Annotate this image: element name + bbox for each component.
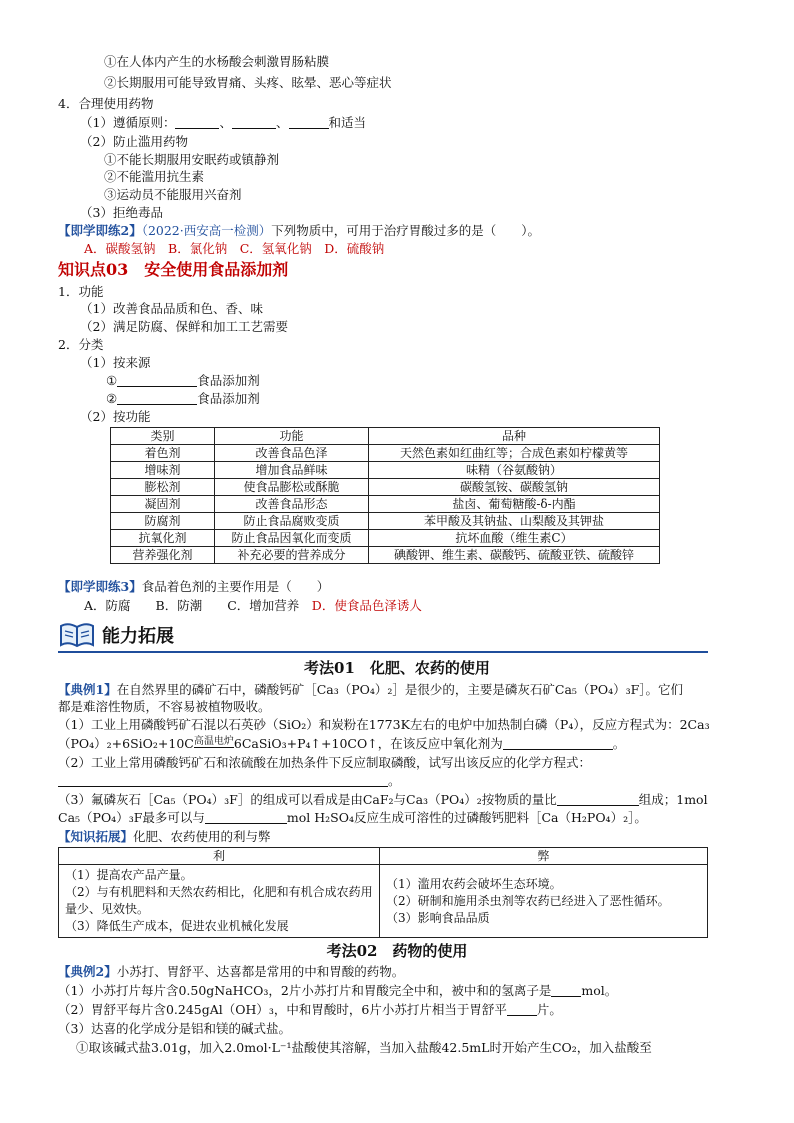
m1-eq-left: （PO₄）₂+6SiO₂+10C bbox=[58, 736, 194, 751]
m2-q1: （1）小苏打片每片含0.50gNaHCO₃，2片小苏打片和胃酸完全中和，被中和的氢离子是 bbox=[58, 983, 552, 998]
separator: 、 bbox=[275, 115, 289, 130]
pro-item: （3）降低生产成本，促进农业机械化发展 bbox=[65, 919, 289, 933]
cons-cell bbox=[380, 865, 708, 938]
m2-q2: （2）胃舒平每片含0.245gAl（OH）₃，中和胃酸时，6片小苏打片相当于胃舒平 bbox=[58, 1002, 507, 1017]
table-header-row bbox=[111, 428, 660, 445]
table-header-row bbox=[59, 848, 708, 865]
table-cell: 增味剂 bbox=[111, 462, 215, 479]
kp3-source-2 bbox=[106, 390, 260, 407]
table-cell: 膨松剂 bbox=[111, 479, 215, 496]
table-cell: 防止食品因氧化而变质 bbox=[215, 530, 369, 547]
m1-tag: 【典例1】 bbox=[58, 682, 117, 697]
m2-q1-unit: mol。 bbox=[581, 983, 618, 998]
method-1-title: 考法01 化肥、农药的使用 bbox=[304, 659, 490, 677]
blank[interactable] bbox=[232, 116, 276, 129]
section-4-title: 4．合理使用药物 bbox=[58, 96, 154, 111]
kp3-function-a: （1）改善食品品质和色、香、味 bbox=[80, 301, 263, 316]
principle-label: （1）遵循原则： bbox=[80, 115, 176, 130]
kp3-by-source: （1）按来源 bbox=[80, 355, 151, 370]
table-cell: 苯甲酸及其钠盐、山梨酸及其钾盐 bbox=[369, 513, 660, 530]
blank[interactable] bbox=[117, 374, 197, 387]
blank[interactable] bbox=[551, 984, 581, 997]
m1-text-1: 在自然界里的磷矿石中，磷酸钙矿［Ca₃（PO₄）₂］是很少的，主要是磷灰石矿Ca₅（PO₄）₃F］。它们 bbox=[116, 682, 684, 697]
principle-line bbox=[80, 114, 366, 131]
table-cell: 抗坏血酸（维生素C） bbox=[369, 530, 660, 547]
table-cell: 改善食品形态 bbox=[215, 496, 369, 513]
m2-line-3 bbox=[58, 1001, 562, 1018]
practice-2-question bbox=[58, 222, 540, 239]
table-cell: 防止食品腐败变质 bbox=[215, 513, 369, 530]
table-cell: 着色剂 bbox=[111, 445, 215, 462]
con-item: （2）研制和施用杀虫剂等农药已经进入了恶性循环。 bbox=[386, 893, 670, 908]
practice-2-text: 下列物质中，可用于治疗胃酸过多的是（ ）。 bbox=[271, 223, 541, 238]
banner-title: 能力拓展 bbox=[102, 626, 174, 647]
practice-2-source: （2022·西安高一检测） bbox=[141, 223, 272, 238]
con-item: （3）影响食品品质 bbox=[386, 910, 490, 925]
table-row bbox=[111, 547, 660, 564]
table-cell: 使食品膨松或酥脆 bbox=[215, 479, 369, 496]
table-cell: 凝固剂 bbox=[111, 496, 215, 513]
practice-3-option-d: D．使食品色泽诱人 bbox=[311, 598, 422, 613]
cons-header: 弊 bbox=[380, 848, 708, 865]
practice-3-question bbox=[58, 578, 329, 595]
con-item: （1）滥用农药会破坏生态环境。 bbox=[386, 876, 562, 891]
blank[interactable] bbox=[503, 737, 613, 750]
table-cell: 抗氧化剂 bbox=[111, 530, 215, 547]
table-header: 品种 bbox=[369, 428, 660, 445]
blank[interactable] bbox=[58, 774, 388, 787]
prevent-b: ②不能滥用抗生素 bbox=[104, 169, 205, 184]
m1-line-2: 都是难溶性物质，不容易被植物吸收。 bbox=[58, 699, 271, 714]
m1-line-3: （1）工业上用磷酸钙矿石混以石英砂（SiO₂）和炭粉在1773K左右的电炉中加热制白磷（P₄），反应方程式为：2Ca₃ bbox=[58, 717, 710, 732]
table-cell: 碳酸氢铵、碳酸氢钠 bbox=[369, 479, 660, 496]
table-cell: 天然色素如红曲红等；合成色素如柠檬黄等 bbox=[369, 445, 660, 462]
m2-text-1: 小苏打、胃舒平、达喜都是常用的中和胃酸的药物。 bbox=[116, 964, 405, 979]
m1-q3-text: （3）氟磷灰石［Ca₅（PO₄）₃F］的组成可以看成是由CaF₂与Ca₃（PO₄）₂按物质的量比 bbox=[58, 792, 557, 807]
prevent-a: ①不能长期服用安眠药或镇静剂 bbox=[104, 152, 280, 167]
refuse-drugs: （3）拒绝毒品 bbox=[80, 205, 163, 220]
m1-line-5: （2）工业上常用磷酸钙矿石和浓硫酸在加热条件下反应制取磷酸，试写出该反应的化学方程式： bbox=[58, 755, 591, 770]
knowledge-ext-title: 化肥、农药使用的利与弊 bbox=[133, 829, 271, 844]
table-row bbox=[111, 479, 660, 496]
kp3-by-function: （2）按功能 bbox=[80, 409, 151, 424]
blank[interactable] bbox=[205, 811, 287, 824]
kp3-source-1 bbox=[106, 372, 260, 389]
m1-q3-text-d: mol H₂SO₄反应生成可溶性的过磷酸钙肥料［Ca（H₂PO₄）₂］。 bbox=[286, 810, 647, 825]
table-cell: 盐卤、葡萄糖酸-δ-内酯 bbox=[369, 496, 660, 513]
m1-q3-text-b: 组成；1mol bbox=[638, 792, 708, 807]
blank[interactable] bbox=[289, 116, 329, 129]
knowledge-ext bbox=[58, 828, 271, 845]
m2-line-1 bbox=[58, 963, 404, 980]
prevent-c: ③运动员不能服用兴奋剂 bbox=[104, 187, 242, 202]
m1-line-6: 。 bbox=[58, 772, 401, 789]
m2-q2-unit: 片。 bbox=[536, 1002, 562, 1017]
blank[interactable] bbox=[175, 116, 219, 129]
kp3-classify: 2．分类 bbox=[58, 337, 104, 352]
m1-line-4: （PO₄）₂+6SiO₂+10C高温电炉6CaSiO₃+P₄↑+10CO↑，在该反应中氧化剂为 。 bbox=[58, 736, 626, 751]
table-row bbox=[111, 513, 660, 530]
kp3-title: 知识点03 安全使用食品添加剂 bbox=[58, 260, 289, 279]
method-2-title: 考法02 药物的使用 bbox=[326, 942, 468, 960]
effect-line-2: ②长期服用可能导致胃痛、头疼、眩晕、恶心等症状 bbox=[104, 75, 392, 90]
knowledge-ext-tag: 【知识拓展】 bbox=[58, 829, 134, 844]
m1-line-7 bbox=[58, 791, 708, 808]
m2-line-2 bbox=[58, 982, 617, 999]
table-row bbox=[111, 462, 660, 479]
source-2-label: ② bbox=[106, 391, 118, 406]
m2-line-4: （3）达喜的化学成分是铝和镁的碱式盐。 bbox=[58, 1021, 291, 1036]
table-row bbox=[111, 445, 660, 462]
kp3-function: 1．功能 bbox=[58, 284, 104, 299]
practice-3-options bbox=[84, 597, 422, 614]
table-cell: 味精（谷氨酸钠） bbox=[369, 462, 660, 479]
source-2-suffix: 食品添加剂 bbox=[197, 391, 260, 406]
blank[interactable] bbox=[507, 1003, 537, 1016]
table-cell: 补充必要的营养成分 bbox=[215, 547, 369, 564]
prevent-abuse: （2）防止滥用药物 bbox=[80, 134, 188, 149]
blank[interactable] bbox=[557, 793, 639, 806]
table-row bbox=[59, 865, 708, 938]
m1-line-8 bbox=[58, 809, 647, 826]
source-1-label: ① bbox=[106, 373, 118, 388]
table-cell: 改善食品色泽 bbox=[215, 445, 369, 462]
pros-cons-table bbox=[58, 847, 708, 938]
practice-3-options-abc: A．防腐 B．防潮 C．增加营养 bbox=[84, 598, 300, 613]
m2-line-5: ①取该碱式盐3.01g，加入2.0mol·L⁻¹盐酸使其溶解，当加入盐酸42.5mL时开始产生CO₂，加入盐酸至 bbox=[76, 1040, 652, 1055]
pros-header: 利 bbox=[59, 848, 380, 865]
practice-3-text: 食品着色剂的主要作用是（ ） bbox=[141, 579, 330, 594]
pros-cell bbox=[59, 865, 380, 938]
m1-q3-text-c: Ca₅（PO₄）₃F最多可以与 bbox=[58, 810, 205, 825]
pro-item: （2）与有机肥料和天然农药相比，化肥和有机合成农药用量少、见效快。 bbox=[65, 885, 373, 916]
kp3-function-b: （2）满足防腐、保鲜和加工工艺需要 bbox=[80, 319, 288, 334]
practice-3-tag: 【即学即练3】 bbox=[58, 579, 142, 594]
m1-line-1 bbox=[58, 681, 683, 698]
m1-eq-condition: 高温电炉 bbox=[193, 736, 234, 747]
m1-eq-right: 6CaSiO₃+P₄↑+10CO↑，在该反应中氧化剂为 bbox=[233, 736, 503, 751]
banner-rule bbox=[58, 651, 708, 653]
table-cell: 增加食品鲜味 bbox=[215, 462, 369, 479]
blank[interactable] bbox=[117, 392, 197, 405]
separator: 、 bbox=[219, 115, 232, 130]
principle-end: 和适当 bbox=[328, 115, 367, 130]
table-row bbox=[111, 496, 660, 513]
table-cell: 防腐剂 bbox=[111, 513, 215, 530]
practice-2-options: A．碳酸氢钠 B．氯化钠 C．氢氧化钠 D．硫酸钠 bbox=[84, 241, 385, 256]
m2-tag: 【典例2】 bbox=[58, 964, 117, 979]
effect-line-1: ①在人体内产生的水杨酸会刺激胃肠粘膜 bbox=[104, 54, 330, 69]
book-icon bbox=[58, 620, 96, 650]
table-cell: 碘酸钾、维生素、碳酸钙、硫酸亚铁、硫酸锌 bbox=[369, 547, 660, 564]
additive-table bbox=[110, 427, 660, 564]
source-1-suffix: 食品添加剂 bbox=[197, 373, 260, 388]
table-header: 类别 bbox=[111, 428, 215, 445]
table-cell: 营养强化剂 bbox=[111, 547, 215, 564]
table-row bbox=[111, 530, 660, 547]
table-header: 功能 bbox=[215, 428, 369, 445]
pro-item: （1）提高农产品产量。 bbox=[65, 868, 193, 882]
practice-2-tag: 【即学即练2】 bbox=[58, 223, 142, 238]
